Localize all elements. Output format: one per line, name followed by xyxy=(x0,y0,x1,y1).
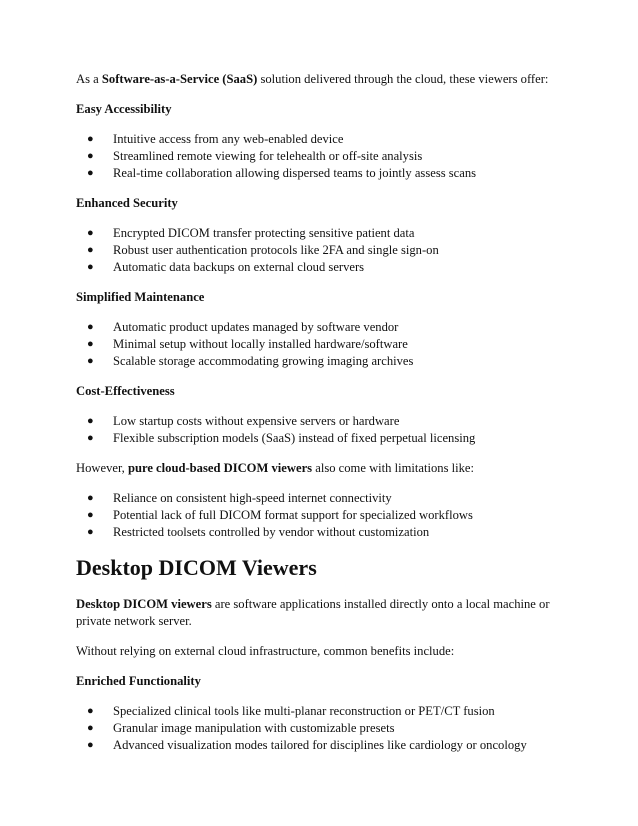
bullet-icon: ● xyxy=(87,244,94,256)
bullet-list xyxy=(76,319,566,370)
list-item: ● Minimal setup without locally installed hardware/software xyxy=(87,337,408,351)
list-item: ● Restricted toolsets controlled by vendor without customization xyxy=(87,525,430,539)
list-item: ● Specialized clinical tools like multi-planar reconstruction or PET/CT fusion xyxy=(87,704,495,718)
bullet-list xyxy=(76,225,566,276)
bullet-list xyxy=(76,490,566,541)
benefits-intro-paragraph: Without relying on external cloud infrastructure, common benefits include: xyxy=(76,644,455,658)
subheading-simplified-maintenance: Simplified Maintenance xyxy=(76,290,205,304)
list-item: ● Advanced visualization modes tailored for disciplines like cardiology or oncology xyxy=(87,738,527,752)
bullet-icon: ● xyxy=(87,150,94,162)
bullet-icon: ● xyxy=(87,227,94,239)
limitations-paragraph: However, pure cloud-based DICOM viewers also come with limitations like: xyxy=(76,461,475,475)
list-item: ● Potential lack of full DICOM format support for specialized workflows xyxy=(87,508,473,522)
bullet-icon: ● xyxy=(87,432,94,444)
bullet-icon: ● xyxy=(87,261,94,273)
bullet-icon: ● xyxy=(87,492,94,504)
desktop-intro-paragraph: Desktop DICOM viewers are software applications installed directly onto a local machine or private network server. xyxy=(76,597,550,628)
bullet-icon: ● xyxy=(87,526,94,538)
list-item: ● Streamlined remote viewing for telehealth or off-site analysis xyxy=(87,149,423,163)
list-item: ● Scalable storage accommodating growing imaging archives xyxy=(87,354,414,368)
list-item: ● Robust user authentication protocols like 2FA and single sign-on xyxy=(87,243,439,257)
subheading-enriched-functionality: Enriched Functionality xyxy=(76,674,201,688)
bullet-icon: ● xyxy=(87,133,94,145)
list-item: ● Intuitive access from any web-enabled device xyxy=(87,132,344,146)
bullet-list xyxy=(76,413,566,447)
bullet-icon: ● xyxy=(87,355,94,367)
list-item: ● Low startup costs without expensive servers or hardware xyxy=(87,414,400,428)
bullet-icon: ● xyxy=(87,321,94,333)
subheading-easy-accessibility: Easy Accessibility xyxy=(76,102,172,116)
list-item: ● Granular image manipulation with customizable presets xyxy=(87,721,395,735)
bullet-icon: ● xyxy=(87,739,94,751)
section-heading: Desktop DICOM Viewers xyxy=(76,555,317,580)
bullet-icon: ● xyxy=(87,167,94,179)
list-item: ● Real-time collaboration allowing dispersed teams to jointly assess scans xyxy=(87,166,477,180)
intro-paragraph: As a Software-as-a-Service (SaaS) solution delivered through the cloud, these viewers offer: xyxy=(76,72,549,86)
document-page xyxy=(76,71,566,767)
bullet-icon: ● xyxy=(87,705,94,717)
subheading-enhanced-security: Enhanced Security xyxy=(76,196,178,210)
list-item: ● Flexible subscription models (SaaS) instead of fixed perpetual licensing xyxy=(87,431,476,445)
list-item: ● Automatic product updates managed by software vendor xyxy=(87,320,399,334)
list-item: ● Automatic data backups on external cloud servers xyxy=(87,260,365,274)
subheading-cost-effectiveness: Cost-Effectiveness xyxy=(76,384,175,398)
list-item: ● Encrypted DICOM transfer protecting sensitive patient data xyxy=(87,226,415,240)
bullet-list xyxy=(76,703,566,754)
list-item: ● Reliance on consistent high-speed internet connectivity xyxy=(87,491,392,505)
bullet-icon: ● xyxy=(87,415,94,427)
bullet-list xyxy=(76,131,566,182)
bullet-icon: ● xyxy=(87,509,94,521)
bullet-icon: ● xyxy=(87,338,94,350)
bullet-icon: ● xyxy=(87,722,94,734)
